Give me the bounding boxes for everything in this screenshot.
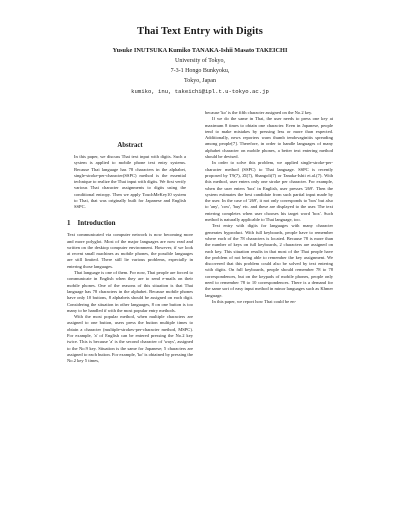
body-paragraph: If we do the same in Thai, the user needs to press one key at maximum 8 times to obtain one character. Even in Japanese, people tend to make mistakes by pressing less or more than expected. Additionally, news reporters warn thumb tendovaginitis spreading among people[7]. Therefore, in order to handle languages of many alphabet character on mobile phones, a better text entering method should be devised. <box>205 116 333 160</box>
section-title: Introduction <box>77 219 116 228</box>
paper-authors: Yusuke INUTSUKA Kumiko TANAKA-Ishii Masato TAKEICHI <box>112 47 288 54</box>
body-paragraph: Text entry with digits for languages with many character generates byproduct. With full keyboards, people have to remember where each of the 78 characters is located. Because 78 is more than the number of keys on full keyboards, 2 characters are assigned on each key. This situation results in that most of the Thai people have the problem of not being able to remember the key assignment. We discovered that this problem could also be solved by text entering with digits. On full keyboards, people should remember 78 to 78 correspondences, but on the keypads of mobile phones, people only need to remember 78 to 10 correspondences. There is a demand for the same sort of easy input method in minor languages such as Khmer language. <box>205 223 333 298</box>
abstract-text: In this paper, we discuss Thai text input with digits. Such a system is applied to mobile phone text entry systems. Because Thai language has 78 characters in the alphabet, single-stroke-per-character(SSPC) method is the essential technique to realize the Thai input with digits. We first verify various Thai character assignments to digits using the conditional entropy. Then we apply TouchMeKey10 system to Thai, that was originally built for Japanese and English SSPC. <box>74 154 186 209</box>
body-paragraph: In order to solve this problem, we applied single-stroke-per-character method (SSPC) to Thai language. SSPC is recently proposed by T9(7), ZI(7), Shangoli(7) or Tanaka-Ishii et.al.(7). With this method, user enters only one stroke per character. For example, when the user enters 'box' in English, user presses '269'. Then the system estimates the best candidate from such partial input made by the user. In the case of '269', it not only corresponds to 'box' but also to 'any', 'cow', 'buy' etc. and these are displayed to the user. The text entering completes when user chooses his target word 'box'. Such method is naturally applicable to Thai language, too. <box>205 160 333 223</box>
section-number: 1 <box>67 219 71 228</box>
body-paragraph: because 'ko' is the fifth character assigned on the No.2 key. <box>205 110 313 115</box>
body-paragraph: In this paper, we report how Thai could be en- <box>212 298 297 304</box>
affiliation-line-2: 7-3-1 Hongo Bunkyoku, <box>170 68 230 74</box>
affiliation-line-3: Tokyo, Japan <box>184 78 216 84</box>
intro-paragraph: With the most popular method, when multiple characters are assigned to one button, users press the button multiple times to obtain a character (multiple-strokes-per-character method, MSPC). For example, 'a' of English can be entered pressing the No.2 key twice. This is because 'a' is the second character of 'ways', assigned to the No.9 key. Situation is the same for Japanese; 5 characters are assigned to each button. For example, 'ko' is obtained by pressing the No.2 key 5 times, <box>67 314 193 364</box>
author-email: kumiko, inu, takeichi@ipl.t.u-tokyo.ac.jp <box>131 88 269 95</box>
intro-paragraph: Text communicated via computer network is now becoming more and more polyglot. Most of the major languages are now read and written on the desktop computer environment. However, if we look at recent small machines as mobile phones, the possible languages are still limited. There still lie various problems, especially in entering those languages. <box>67 232 193 269</box>
paper-title: Thai Text Entry with Digits <box>137 26 263 37</box>
left-column <box>67 142 193 364</box>
abstract-heading: Abstract <box>117 142 143 149</box>
section-heading <box>67 219 193 227</box>
affiliation-line-1: University of Tokyo, <box>175 58 225 64</box>
intro-paragraph: Thai language is one of them. For now, Thai people are forced to communicate in English when they are to send e-mails on their mobile phones. One of the reasons of this situation is that Thai language has 78 characters in the alphabet. Because mobile phones have only 10 buttons, 8 alphabets should be assigned on each digit. Considering the situation in other languages, 8 on one button is too many to be handled if with the most popular entry methods. <box>67 270 193 313</box>
right-column <box>205 110 333 305</box>
